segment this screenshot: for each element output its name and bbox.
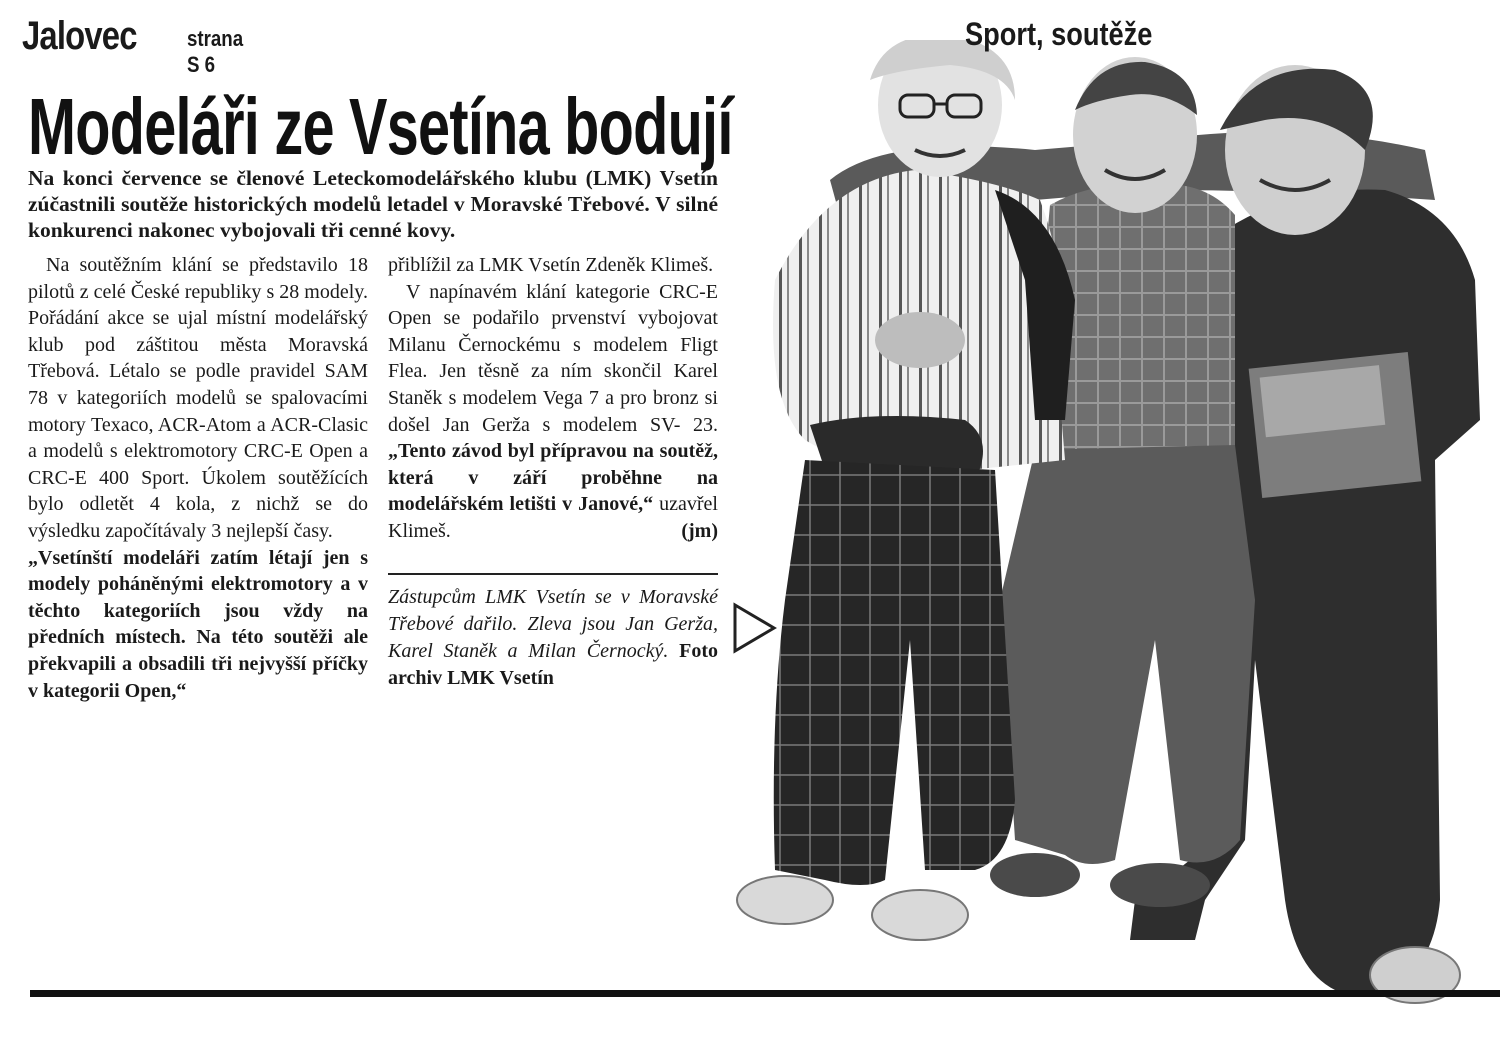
article-paragraph: Na soutěžním klání se představilo 18 pilotů z celé České republiky s 28 modely. Pořádání akce se ujal místní modelářský klub pod záštitou města Moravská Třebová. Létalo se podle pravidel SAM 78 v kategoriích modelů se spalovacími motory Texaco, ACR-Atom a ACR-Clasic a modelů s elektromotory CRC-E Open a CRC-E 400 Sport. Úkolem soutěžících bylo odletět 4 kola, z nichž se do výsledku započítávaly 3 nejlepší časy. [28,254,368,542]
article-text: V napínavém klání kategorie CRC-E Open se podařilo prvenství vybojovat Milanu Černockému s modelem Fligt Flea. Jen těsně za ním skončil Karel Staněk s modelem Vega 7 a pro bronz si došel Jan Gerža s modelem SV- 23. [388,280,718,436]
article-text: uzavřel Klimeš. [388,493,718,542]
photo-credit: Foto archiv LMK Vsetín [388,640,719,689]
paper-name: Jalovec [22,14,137,58]
article-paragraph [388,279,718,545]
article-paragraph [28,545,368,705]
caption-divider [388,573,718,575]
page-reference: strana S 6 [187,26,244,77]
headline: Modeláři ze Vsetína bodují [28,82,733,171]
section-title: Sport, soutěže [965,16,1153,52]
article-column-2 [388,252,718,545]
three-men-photo [735,40,1500,1010]
article-paragraph [388,252,718,279]
triangle-pointer-icon [732,602,778,654]
author-signature: (jm) [681,519,718,542]
photo-caption [388,584,718,692]
article-quote: „Vsetínští modeláři zatím létají jen s modely poháněnými elektromotory a v těchto kategoriích jsou vždy na předních místech. Na této soutěži ale překvapili a obsadili tři nejvyšší příčky v kategorii Open,“ [28,546,368,702]
article-attribution: přiblížil za LMK Vsetín Zdeněk Klimeš. [388,254,714,276]
bottom-rule [30,990,1500,997]
article-lead: Na konci července se členové Leteckomodelářského klubu (LMK) Vsetín zúčastnili soutěže historických modelů letadel v Moravské Třebové. V silné konkurenci nakonec vybojovali tři cenné kovy. [28,166,718,242]
article-column-1 [28,252,368,704]
caption-text: Zástupcům LMK Vsetín se v Moravské Třebové dařilo. Zleva jsou Jan Gerža, Karel Staněk a Milan Černocký. [388,586,718,662]
article-quote: „Tento závod byl přípravou na soutěž, která v září proběhne na modelářském letišti v Janové,“ [388,440,718,516]
